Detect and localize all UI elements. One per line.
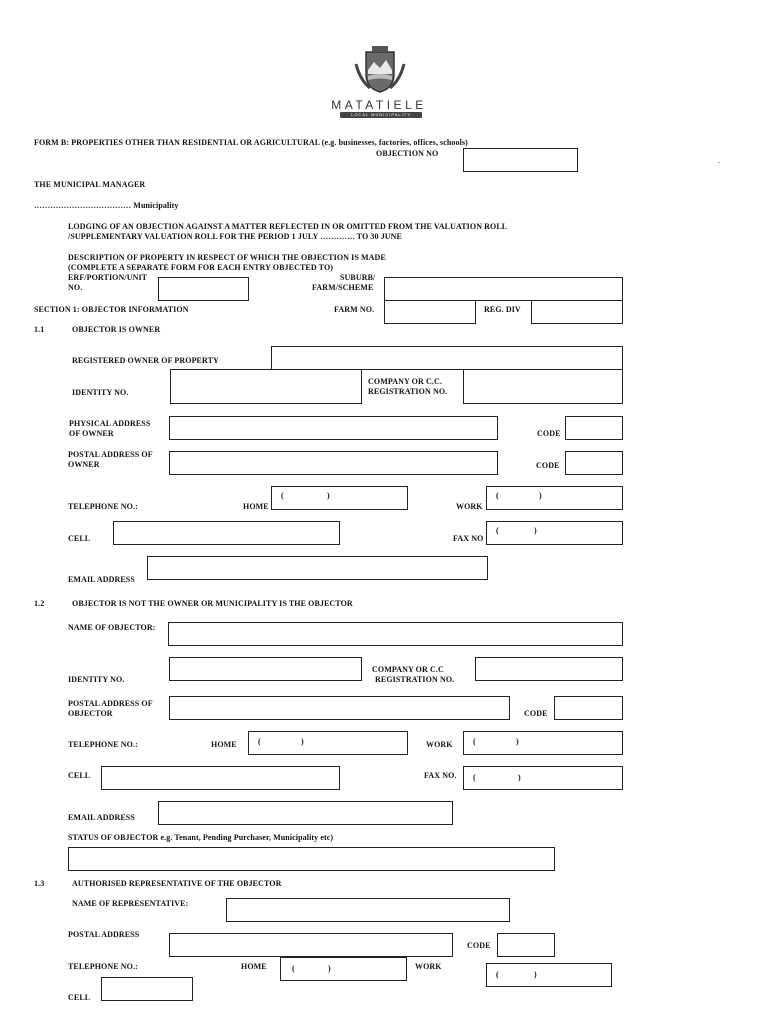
section12-number: 1.2 (34, 599, 45, 608)
owner-company-label-1: COMPANY OR C.C. (368, 377, 442, 386)
objector-company-label-2: REGISTRATION NO. (375, 675, 455, 684)
suburb-label-1: SUBURB/ (340, 273, 376, 282)
objector-email-label: EMAIL ADDRESS (68, 813, 135, 822)
erf-input[interactable] (158, 277, 249, 301)
owner-postal-label-2: OWNER (68, 460, 100, 469)
representative-telephone-label: TELEPHONE NO.: (68, 962, 138, 971)
objector-status-input[interactable] (68, 847, 555, 871)
objector-identity-label: IDENTITY NO. (68, 675, 125, 684)
owner-home-label: HOME (243, 502, 269, 511)
objector-fax-input[interactable] (463, 766, 623, 790)
paren-open: ( (292, 964, 295, 973)
representative-home-label: HOME (241, 962, 267, 971)
paren-open: ( (496, 970, 499, 979)
owner-cell-label: CELL (68, 534, 91, 543)
objector-home-label: HOME (211, 740, 237, 749)
objector-email-input[interactable] (158, 801, 453, 825)
erf-label-2: NO. (68, 283, 83, 292)
reg-div-input[interactable] (531, 300, 623, 324)
representative-cell-label: CELL (68, 993, 91, 1002)
paren-open: ( (258, 737, 261, 746)
objector-name-input[interactable] (168, 622, 623, 646)
objector-fax-label: FAX NO. (424, 771, 457, 780)
objection-no-input[interactable] (463, 148, 578, 172)
objector-home-phone-input[interactable] (248, 731, 408, 755)
suburb-input[interactable] (384, 277, 623, 301)
owner-postal-code-input[interactable] (565, 451, 623, 475)
representative-postal-label: POSTAL ADDRESS (68, 930, 140, 939)
owner-postal-input[interactable] (169, 451, 498, 475)
paren-open: ( (473, 773, 476, 782)
farm-no-input[interactable] (384, 300, 476, 324)
paren-close: ) (534, 526, 537, 535)
objector-code-input[interactable] (554, 696, 623, 720)
paren-close: ) (327, 491, 330, 500)
owner-postal-label-1: POSTAL ADDRESS OF (68, 450, 153, 459)
representative-name-label: NAME OF REPRESENTATIVE: (72, 899, 189, 908)
objection-no-label: OBJECTION NO (376, 149, 439, 158)
owner-identity-label: IDENTITY NO. (72, 388, 129, 397)
representative-work-phone-input[interactable] (486, 963, 612, 987)
objector-cell-input[interactable] (101, 766, 340, 790)
owner-identity-input[interactable] (170, 369, 362, 404)
owner-company-input[interactable] (463, 369, 623, 404)
registered-owner-label: REGISTERED OWNER OF PROPERTY (72, 356, 219, 365)
objector-identity-input[interactable] (169, 657, 362, 681)
owner-work-phone-input[interactable] (486, 486, 623, 510)
physical-address-input[interactable] (169, 416, 498, 440)
lodging-line-1: LODGING OF AN OBJECTION AGAINST A MATTER REFLECTED IN OR OMITTED FROM THE VALUATION ROLL (68, 222, 508, 231)
objector-postal-label-1: POSTAL ADDRESS OF (68, 699, 153, 708)
addressee: THE MUNICIPAL MANAGER (34, 180, 146, 189)
section11-number: 1.1 (34, 325, 45, 334)
description-line-2: (COMPLETE A SEPARATE FORM FOR EACH ENTRY OBJECTED TO) (68, 263, 334, 272)
paren-close: ) (516, 737, 519, 746)
representative-name-input[interactable] (226, 898, 510, 922)
physical-address-label-2: OF OWNER (69, 429, 114, 438)
section11-title: OBJECTOR IS OWNER (72, 325, 161, 334)
owner-email-label: EMAIL ADDRESS (68, 575, 135, 584)
owner-fax-input[interactable] (486, 521, 623, 545)
representative-work-label: WORK (415, 962, 442, 971)
form-title: FORM B: PROPERTIES OTHER THAN RESIDENTIAL OR AGRICULTURAL (e.g. businesses, factories, offices, schools) (34, 138, 468, 147)
objector-company-input[interactable] (475, 657, 623, 681)
description-line-1: DESCRIPTION OF PROPERTY IN RESPECT OF WHICH THE OBJECTION IS MADE (68, 253, 386, 262)
section1-title: SECTION 1: OBJECTOR INFORMATION (34, 305, 189, 314)
owner-work-label: WORK (456, 502, 483, 511)
registered-owner-input[interactable] (271, 346, 623, 370)
owner-cell-input[interactable] (113, 521, 340, 545)
paren-close: ) (539, 491, 542, 500)
representative-postal-input[interactable] (169, 933, 453, 957)
paren-open: ( (496, 526, 499, 535)
paren-open: ( (496, 491, 499, 500)
paren-close: ) (534, 970, 537, 979)
municipality-crest-logo (352, 44, 408, 94)
paren-close: ) (301, 737, 304, 746)
paren-close: ) (518, 773, 521, 782)
section12-title: OBJECTOR IS NOT THE OWNER OR MUNICIPALITY IS THE OBJECTOR (72, 599, 353, 608)
farm-no-label: FARM NO. (334, 305, 375, 314)
brand-name: MATATIELE (331, 98, 427, 112)
lodging-line-2: /SUPPLEMENTARY VALUATION ROLL FOR THE PERIOD 1 JULY …………. TO 30 JUNE (68, 232, 402, 241)
objector-telephone-label: TELEPHONE NO.: (68, 740, 138, 749)
objector-name-label: NAME OF OBJECTOR: (68, 623, 156, 632)
owner-company-label-2: REGISTRATION NO. (368, 387, 448, 396)
owner-telephone-label: TELEPHONE NO.: (68, 502, 138, 511)
objector-code-label: CODE (524, 709, 548, 718)
objector-postal-input[interactable] (169, 696, 510, 720)
objector-cell-label: CELL (68, 771, 91, 780)
owner-fax-label: FAX NO (453, 534, 484, 543)
representative-cell-input[interactable] (101, 977, 193, 1001)
brand-subtitle: LOCAL MUNICIPALITY (340, 112, 422, 118)
objector-postal-label-2: OBJECTOR (68, 709, 113, 718)
owner-home-phone-input[interactable] (271, 486, 408, 510)
suburb-label-2: FARM/SCHEME (312, 283, 374, 292)
reg-div-label: REG. DIV (484, 305, 521, 314)
section13-number: 1.3 (34, 879, 45, 888)
section13-title: AUTHORISED REPRESENTATIVE OF THE OBJECTOR (72, 879, 282, 888)
municipality-line: ……………………………… Municipality (34, 201, 179, 210)
representative-code-label: CODE (467, 941, 491, 950)
objector-work-phone-input[interactable] (463, 731, 623, 755)
physical-code-label: CODE (537, 429, 561, 438)
objector-status-label: STATUS OF OBJECTOR e.g. Tenant, Pending Purchaser, Municipality etc) (68, 833, 334, 842)
representative-code-input[interactable] (497, 933, 555, 957)
owner-postal-code-label: CODE (536, 461, 560, 470)
erf-label-1: ERF/PORTION/UNIT (68, 273, 148, 282)
paren-open: ( (281, 491, 284, 500)
physical-address-label-1: PHYSICAL ADDRESS (69, 419, 151, 428)
objector-work-label: WORK (426, 740, 453, 749)
objector-company-label-1: COMPANY OR C.C (372, 665, 444, 674)
physical-code-input[interactable] (565, 416, 623, 440)
paren-open: ( (473, 737, 476, 746)
representative-home-phone-input[interactable] (280, 957, 407, 981)
owner-email-input[interactable] (147, 556, 488, 580)
stray-dot: . (718, 156, 721, 165)
paren-close: ) (328, 964, 331, 973)
